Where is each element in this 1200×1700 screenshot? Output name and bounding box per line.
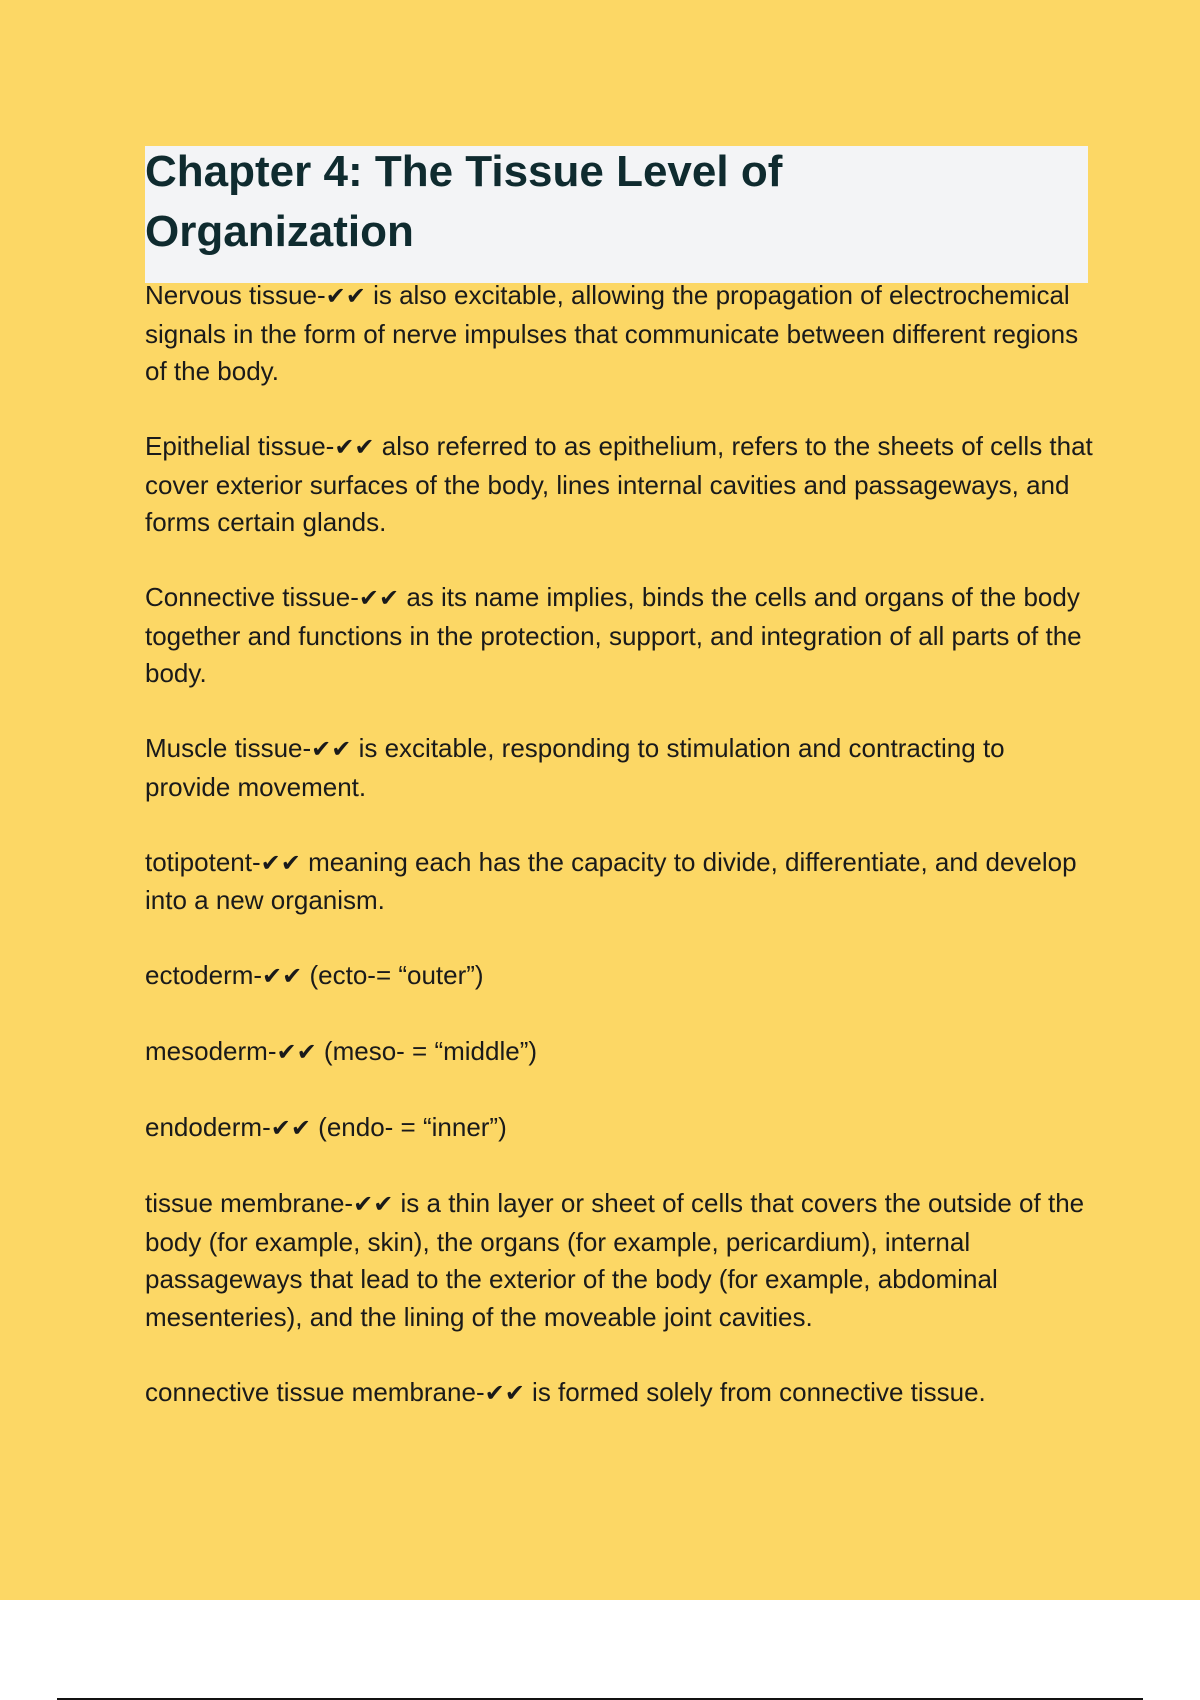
checkmark-icon: ✔✔ xyxy=(353,1190,394,1218)
entry-definition: is also excitable, allowing the propagation of electrochemical signals in the form of nerve impulses that communicate between different regions of the body. xyxy=(145,280,1079,386)
entry-connective-tissue xyxy=(145,579,1095,693)
checkmark-icon: ✔✔ xyxy=(276,1038,317,1066)
entry-term: totipotent- xyxy=(145,846,261,877)
entry-term: Muscle tissue- xyxy=(145,733,312,763)
entry-term: Connective tissue- xyxy=(145,582,359,612)
flashcard-list xyxy=(145,277,1095,1450)
checkmark-icon: ✔✔ xyxy=(484,1378,525,1407)
entry-connective-tissue-membrane xyxy=(145,1374,1095,1413)
checkmark-icon: ✔✔ xyxy=(358,584,400,612)
checkmark-icon: ✔✔ xyxy=(270,1114,311,1142)
entry-definition: meaning each has the capacity to divide, differentiate, and develop into a new organism. xyxy=(145,846,1077,915)
entry-totipotent xyxy=(145,844,1095,920)
entry-term: tissue membrane- xyxy=(145,1188,354,1218)
entry-definition: (meso- = “middle”) xyxy=(316,1036,538,1066)
entry-term: Epithelial tissue- xyxy=(145,431,335,461)
entry-term: mesoderm- xyxy=(145,1036,277,1066)
entry-definition: as its name implies, binds the cells and organs of the body together and functions in the protection, support, and integration of all parts of the body. xyxy=(145,582,1082,688)
entry-definition: is formed solely from connective tissue. xyxy=(524,1376,986,1407)
entry-definition: also referred to as epithelium, refers to the sheets of cells that cover exterior surfaces of the body, lines internal cavities and passageways, and forms certain glands. xyxy=(145,431,1093,537)
checkmark-icon: ✔✔ xyxy=(262,962,303,990)
entry-mesoderm xyxy=(145,1033,1095,1072)
entry-definition: is a thin layer or sheet of cells that covers the outside of the body (for example, skin), the organs (for example, pericardium), internal passageways that lead to the exterior of the body (for example, abdominal mesenteries), and the lining of the moveable joint cavities. xyxy=(145,1188,1085,1332)
checkmark-icon: ✔✔ xyxy=(334,433,375,461)
entry-term: connective tissue membrane- xyxy=(145,1376,485,1407)
entry-term: Nervous tissue- xyxy=(145,280,326,310)
checkmark-icon: ✔✔ xyxy=(311,735,352,763)
entry-muscle-tissue xyxy=(145,730,1095,806)
entry-definition: is excitable, responding to stimulation and contracting to provide movement. xyxy=(145,733,1005,802)
entry-term: ectoderm- xyxy=(145,960,263,990)
page-title: Chapter 4: The Tissue Level of Organization xyxy=(145,147,783,256)
entry-nervous-tissue xyxy=(145,277,1095,391)
entry-epithelial-tissue xyxy=(145,428,1095,542)
checkmark-icon: ✔✔ xyxy=(260,848,301,877)
entry-endoderm xyxy=(145,1109,1095,1148)
entry-tissue-membrane xyxy=(145,1185,1095,1336)
entry-definition: (ecto-= “outer”) xyxy=(302,960,484,990)
entry-definition: (endo- = “inner”) xyxy=(310,1112,507,1142)
entry-term: endoderm- xyxy=(145,1112,271,1142)
checkmark-icon: ✔✔ xyxy=(325,282,366,310)
entry-ectoderm xyxy=(145,957,1095,996)
